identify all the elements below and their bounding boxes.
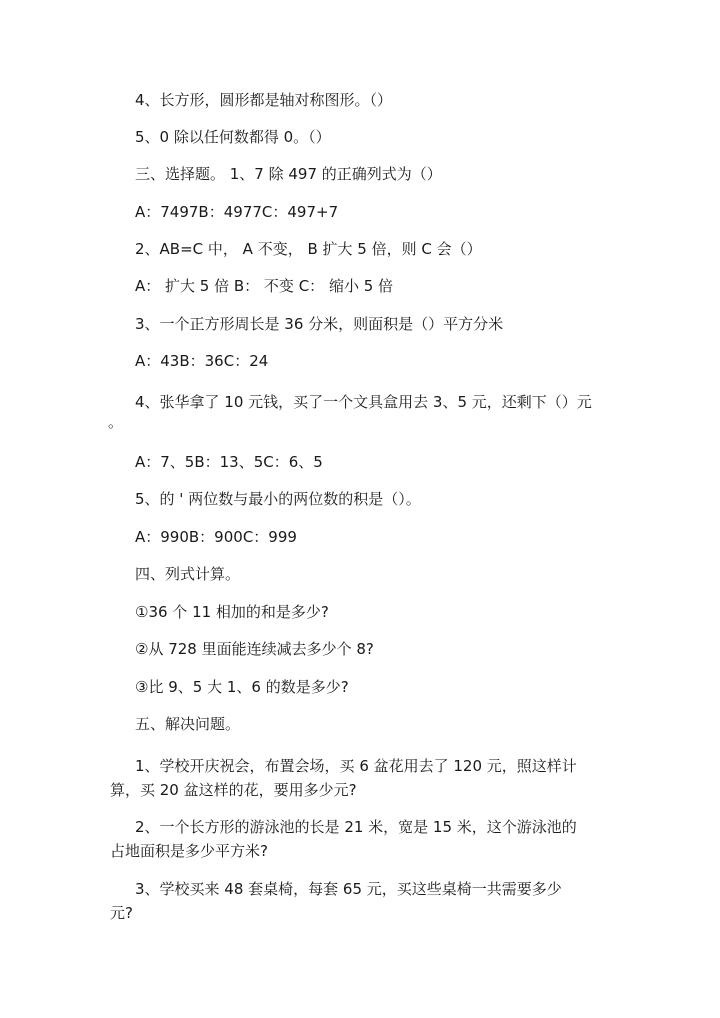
word-problem-1 bbox=[110, 754, 610, 802]
choice-question-3: 3、一个正方形周长是 36 分米，则面积是（）平方分米 bbox=[135, 315, 504, 333]
choice-question-4-wrap: 。 bbox=[108, 413, 124, 431]
word-problem-3-line-2: 元? bbox=[110, 904, 133, 922]
choice-options-3: A：43B：36C：24 bbox=[135, 352, 269, 370]
true-false-item-4: 4、长方形，圆形都是轴对称图形。（） bbox=[135, 91, 393, 109]
calc-item-2: ②从 728 里面能连续减去多少个 8? bbox=[135, 640, 374, 658]
word-problem-3-line-1: 3、学校买来 48 套桌椅，每套 65 元，买这些桌椅一共需要多少 bbox=[135, 880, 562, 898]
choice-question-4: 4、张华拿了 10 元钱，买了一个文具盒用去 3、5 元，还剩下（）元 bbox=[135, 393, 592, 411]
calc-item-1: ①36 个 11 相加的和是多少? bbox=[135, 603, 329, 621]
section-heading-solve: 五、解决问题。 bbox=[135, 715, 241, 733]
true-false-item-5: 5、0 除以任何数都得 0。（） bbox=[135, 128, 331, 146]
section-heading-calc: 四、列式计算。 bbox=[135, 565, 241, 583]
choice-options-4: A：7、5B：13、5C：6、5 bbox=[135, 453, 323, 471]
choice-question-2: 2、AB=C 中， A 不变， B 扩大 5 倍，则 C 会（） bbox=[135, 240, 482, 258]
calc-item-3: ③比 9、5 大 1、6 的数是多少? bbox=[135, 678, 349, 696]
word-problem-1-line-2: 算，买 20 盆这样的花，要用多少元? bbox=[110, 781, 357, 799]
choice-options-5: A：990B：900C：999 bbox=[135, 528, 297, 546]
word-problem-3 bbox=[110, 877, 610, 925]
choice-question-5: 5、的 ' 两位数与最小的两位数的积是（）。 bbox=[135, 490, 421, 508]
word-problem-2 bbox=[110, 815, 610, 863]
choice-options-2: A： 扩大 5 倍 B： 不变 C： 缩小 5 倍 bbox=[135, 277, 394, 295]
word-problem-1-line-1: 1、学校开庆祝会，布置会场，买 6 盆花用去了 120 元，照这样计 bbox=[135, 757, 577, 775]
section-heading-choice: 三、选择题。 1、7 除 497 的正确列式为（） bbox=[135, 165, 442, 183]
choice-options-1: A：7497B：4977C：497+7 bbox=[135, 203, 339, 221]
word-problem-2-line-1: 2、一个长方形的游泳池的长是 21 米，宽是 15 米，这个游泳池的 bbox=[135, 818, 577, 836]
word-problem-2-line-2: 占地面积是多少平方米? bbox=[110, 842, 268, 860]
